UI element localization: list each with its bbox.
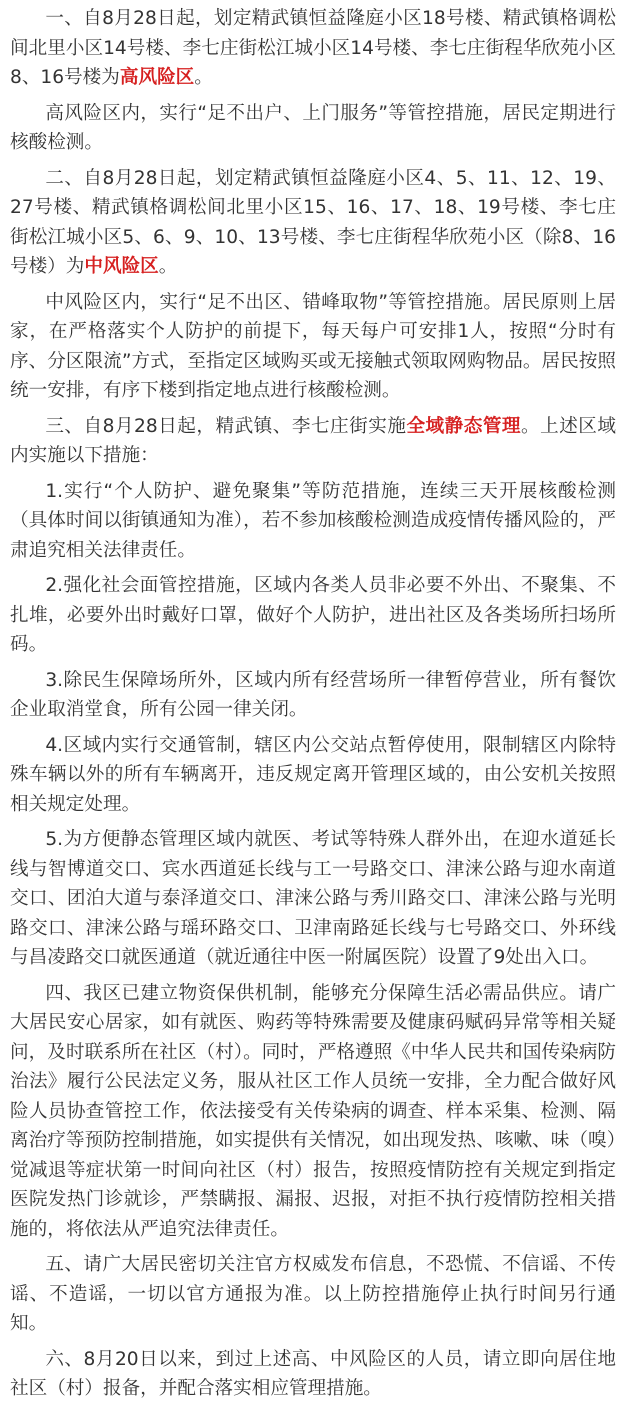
paragraph-text: 3.除民生保障场所外，区域内所有经营场所一律暂停营业，所有餐饮企业取消堂食，所有公园一律关闭。 [10, 669, 616, 720]
paragraph-text: 五、请广大居民密切关注官方权威发布信息，不恐慌、不信谣、不传谣、不造谣，一切以官方通报为准。以上防控措施停止执行时间另行通知。 [10, 1254, 616, 1334]
paragraph-high-risk-measures [10, 99, 616, 158]
paragraph-text: 三、自8月28日起，精武镇、李七庄街实施 [45, 415, 407, 437]
paragraph-text: 一、自8月28日起，划定精武镇恒益隆庭小区18号楼、精武镇格调松间北里小区14号楼、李七庄街松江城小区14号楼、李七庄街程华欣苑小区8、16号楼为 [10, 8, 616, 88]
paragraph-text: 四、我区已建立物资保供机制，能够充分保障生活必需品供应。请广大居民安心居家，如有就医、购药等特殊需要及健康码赋码异常等相关疑问，及时联系所在社区（村）。同时，严格遵照《中华人民共和国传染病防治法》履行公民法定义务，服从社区工作人员统一安排，全力配合做好风险人员协查管控工作，依法接受有关传染病的调查、样本采集、检测、隔离治疗等预防控制措施，如实提供有关情况，如出现发热、咳嗽、味（嗅）觉减退等症状第一时间向社区（村）报告，按照疫情防控有关规定到指定医院发热门诊就诊，严禁瞒报、漏报、迟报，对拒不执行疫情防控相关措施的，将依法从严追究法律责任。 [10, 982, 616, 1240]
paragraph-supply-guarantee [10, 979, 616, 1245]
paragraph-official-info [10, 1250, 616, 1339]
paragraph-text: 。 [158, 256, 178, 277]
paragraph-text: 2.强化社会面管控措施，区域内各类人员非必要不外出、不聚集、不扎堆，必要外出时戴好口罩，做好个人防护，进出社区及各类场所扫场所码。 [10, 575, 616, 655]
measure-item-4 [10, 731, 616, 820]
measure-item-1 [10, 477, 616, 566]
notice-document [0, 4, 628, 1399]
paragraph-text: 。 [194, 67, 213, 88]
paragraph-text: 高风险区内，实行“足不出户、上门服务”等管控措施，居民定期进行核酸检测。 [10, 102, 616, 153]
paragraph-medium-risk-area [10, 164, 616, 282]
high-risk-area-label: 高风险区 [119, 67, 195, 88]
paragraph-text: 。上述区域内实施以下措施： [10, 415, 616, 466]
paragraph-text: 六、8月20日以来，到过上述高、中风险区的人员，请立即向居住地社区（村）报备，并配合落实相应管理措施。 [10, 1348, 616, 1399]
measure-item-2 [10, 571, 616, 660]
static-management-label: 全域静态管理 [406, 415, 522, 437]
measure-item-5 [10, 825, 616, 973]
paragraph-text: 中风险区内，实行“足不出区、错峰取物”等管控措施。居民原则上居家，在严格落实个人防护的前提下，每天每户可安排1人，按照“分时有序、分区限流”方式，至指定区域购买或无接触式领取网购物品。居民按照统一安排，有序下楼到指定地点进行核酸检测。 [10, 291, 616, 401]
paragraph-high-risk-area [10, 4, 616, 93]
paragraph-medium-risk-measures [10, 288, 616, 406]
paragraph-text: 1.实行“个人防护、避免聚集”等防范措施，连续三天开展核酸检测（具体时间以街镇通知为准），若不参加核酸检测造成疫情传播风险的，严肃追究相关法律责任。 [10, 480, 616, 561]
paragraph-report-request [10, 1345, 616, 1404]
paragraph-text: 二、自8月28日起，划定精武镇恒益隆庭小区4、5、11、12、19、27号楼、精武镇格调松间北里小区15、16、17、18、19号楼、李七庄街松江城小区5、6、9、10、13号楼、李七庄街程华欣苑小区（除8、16号楼）为 [10, 167, 616, 277]
paragraph-static-management [10, 412, 616, 471]
paragraph-text: 5.为方便静态管理区域内就医、考试等特殊人群外出，在迎水道延长线与智博道交口、宾水西道延长线与工一号路交口、津涞公路与迎水南道交口、团泊大道与泰泽道交口、津涞公路与秀川路交口、津涞公路与光明路交口、津涞公路与瑶环路交口、卫津南路延长线与七号路交口、外环线与昌凌路交口就医通道（就近通往中医一附属医院）设置了9处出入口。 [10, 829, 616, 968]
paragraph-text: 4.区域内实行交通管制，辖区内公交站点暂停使用，限制辖区内除特殊车辆以外的所有车辆离开，违反规定离开管理区域的，由公安机关按照相关规定处理。 [10, 734, 616, 815]
measure-item-3 [10, 666, 616, 725]
medium-risk-area-label: 中风险区 [84, 256, 159, 277]
